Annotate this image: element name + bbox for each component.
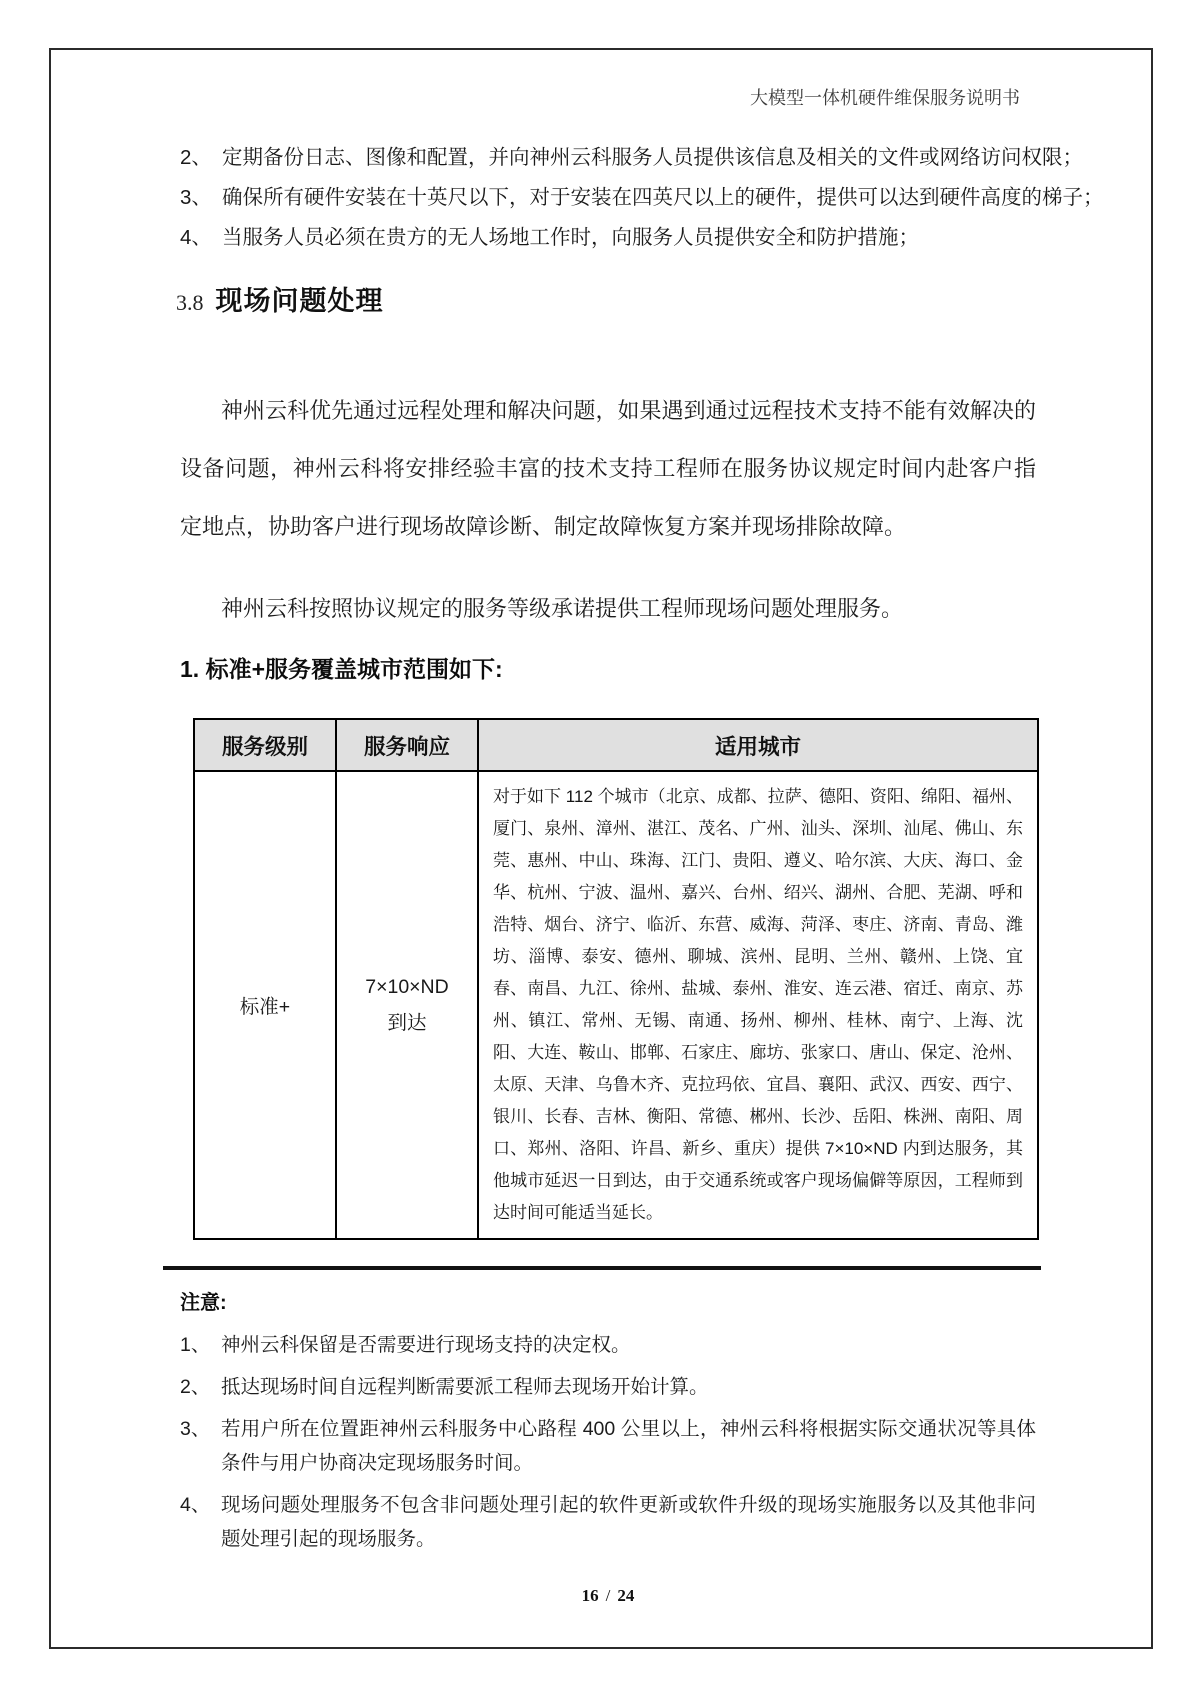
page-content (176, 138, 1104, 1606)
note-item (180, 1488, 1036, 1556)
intro-list (180, 138, 1104, 258)
note-item-text: 抵达现场时间自远程判断需要派工程师去现场开始计算。 (221, 1376, 709, 1398)
service-response-line1: 7×10×ND (365, 976, 449, 998)
doc-header-title: 大模型一体机硬件维保服务说明书 (750, 88, 1020, 108)
section-number: 3.8 (176, 290, 204, 315)
paragraph-service-level: 神州云科按照协议规定的服务等级承诺提供工程师现场问题处理服务。 (221, 596, 904, 621)
notes-label: 注意: (180, 1292, 227, 1314)
service-level-cell: 标准+ (194, 771, 336, 1239)
intro-item-text: 定期备份日志、图像和配置，并向神州云科服务人员提供该信息及相关的文件或网络访问权限； (222, 146, 1083, 169)
note-item-text: 现场问题处理服务不包含非问题处理引起的软件更新或软件升级的现场实施服务以及其他非问题处理引起的现场服务。 (221, 1494, 1036, 1550)
intro-item-text: 当服务人员必须在贵方的无人场地工作时，向服务人员提供安全和防护措施； (222, 226, 919, 249)
note-item-number: 2、 (180, 1376, 211, 1398)
note-item-number: 4、 (180, 1494, 211, 1516)
service-response-line2: 到达 (387, 1012, 427, 1034)
note-item-text: 若用户所在位置距神州云科服务中心路程 400 公里以上，神州云科将根据实际交通状况等具体条件与用户协商决定现场服务时间。 (221, 1418, 1036, 1474)
section-heading (176, 282, 1036, 325)
notes-divider (163, 1266, 1041, 1270)
paragraph-remote-handling: 神州云科优先通过远程处理和解决问题，如果遇到通过远程技术支持不能有效解决的设备问题，神州云科将安排经验丰富的技术支持工程师在服务协议规定时间内赴客户指定地点，协助客户进行现场故障诊断、制定故障恢复方案并现场排除故障。 (180, 398, 1036, 539)
cities-text: 对于如下 112 个城市（北京、成都、拉萨、德阳、资阳、绵阳、福州、厦门、泉州、漳州、湛江、茂名、广州、汕头、深圳、汕尾、佛山、东莞、惠州、中山、珠海、江门、贵阳、遵义、哈尔滨、大庆、海口、金华、杭州、宁波、温州、嘉兴、台州、绍兴、湖州、合肥、芜湖、呼和浩特、烟台、济宁、临沂、东营、威海、菏泽、枣庄、济南、青岛、潍坊、淄博、泰安、德州、聊城、滨州、昆明、兰州、赣州、上饶、宜春、南昌、九江、徐州、盐城、泰州、淮安、连云港、宿迁、南京、苏州、镇江、常州、无锡、南通、扬州、柳州、桂林、南宁、上海、沈阳、大连、鞍山、邯郸、石家庄、廊坊、张家口、唐山、保定、沧州、太原、天津、乌鲁木齐、克拉玛依、宜昌、襄阳、武汉、西安、西宁、银川、长春、吉林、衡阳、常德、郴州、长沙、岳阳、株洲、南阳、周口、郑州、洛阳、许昌、新乡、重庆）提供 7×10×ND 内到达服务，其他城市延迟一日到达，由于交通系统或客户现场偏僻等原因，工程师到达时间可能适当延长。 (493, 787, 1023, 1222)
note-item (180, 1370, 1036, 1404)
page-number-separator: / (605, 1586, 611, 1605)
doc-header (750, 86, 1020, 110)
note-item (180, 1412, 1036, 1480)
intro-item-text: 确保所有硬件安装在十英尺以下，对于安装在四英尺以上的硬件，提供可以达到硬件高度的梯子； (222, 186, 1104, 209)
intro-item-number: 3、 (180, 186, 212, 209)
coverage-heading: 1. 标准+服务覆盖城市范围如下: (180, 656, 503, 682)
cities-cell (478, 771, 1038, 1239)
page-footer (180, 1586, 1036, 1606)
coverage-table (193, 718, 1039, 1240)
table-row (194, 771, 1038, 1239)
service-response-cell (336, 771, 478, 1239)
intro-item (180, 218, 1036, 258)
intro-item (180, 138, 1083, 178)
note-item-number: 1、 (180, 1334, 211, 1356)
section-title: 现场问题处理 (215, 286, 384, 316)
note-item-text: 神州云科保留是否需要进行现场支持的决定权。 (221, 1334, 631, 1356)
note-item (180, 1328, 1036, 1362)
note-item-number: 3、 (180, 1418, 211, 1440)
page-total: 24 (617, 1586, 635, 1605)
col-header-service-response: 服务响应 (336, 719, 478, 771)
intro-item-number: 2、 (180, 146, 212, 169)
col-header-service-level: 服务级别 (194, 719, 336, 771)
table-header-row (194, 719, 1038, 771)
col-header-applicable-cities: 适用城市 (478, 719, 1038, 771)
intro-item (180, 178, 1104, 218)
intro-item-number: 4、 (180, 226, 212, 249)
notes-list (180, 1328, 1036, 1556)
page-number: 16 (581, 1586, 599, 1605)
